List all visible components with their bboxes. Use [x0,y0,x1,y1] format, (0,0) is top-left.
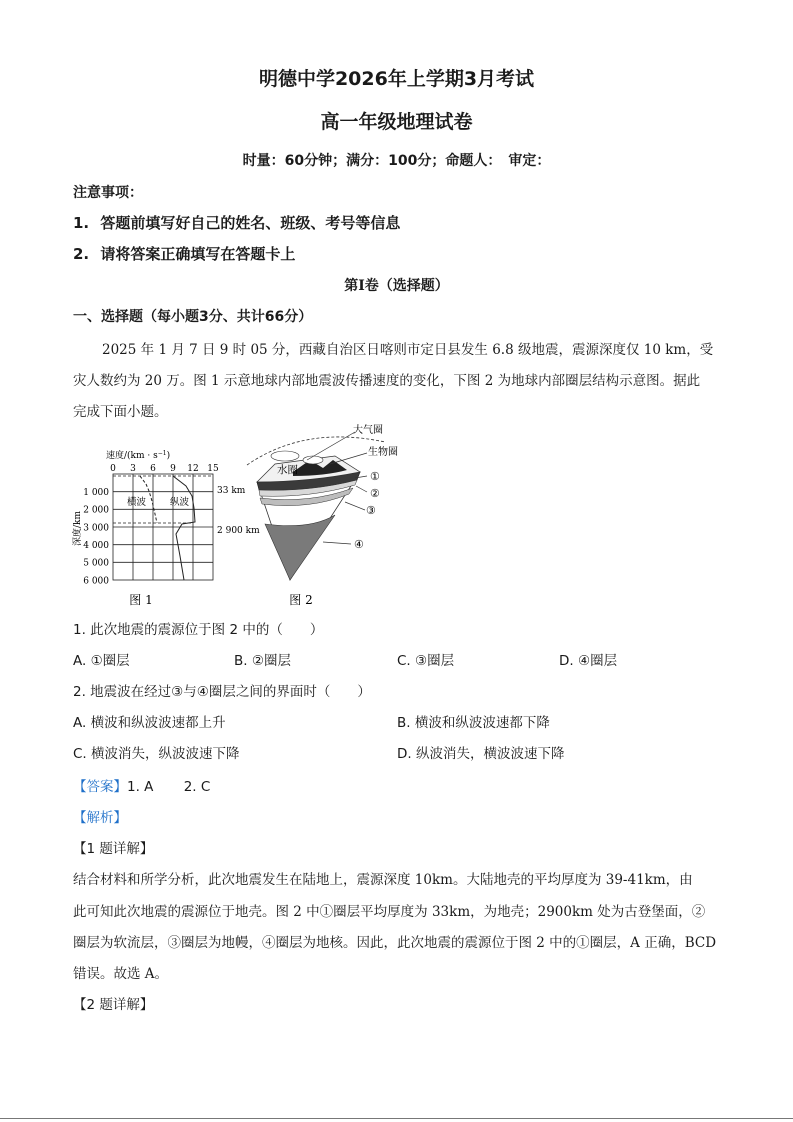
fig2-cloud [303,456,323,464]
figure-1-wave-chart [68,446,228,608]
fig2-label-atmosphere: 大气圈 [353,425,383,436]
answer-line [73,775,210,795]
answer-2: 2. C [183,779,211,795]
passage-line-2: 灾人数约为 20 万。图 1 示意地球内部地震波传播速度的变化，下图 2 为地球内部圈层结构示意图。据此 [73,373,701,389]
fig1-x-tick: 6 [150,464,156,474]
fig1-y-tick: 3 000 [83,523,109,534]
fig1-y-tick: 6 000 [83,576,109,587]
question-1-option-c: C. ③圈层 [397,653,455,669]
analysis-tag: 【解析】 [73,810,127,826]
fig1-grid [113,474,213,580]
question-2-option-d: D. 纵波消失，横波波速下降 [397,746,565,762]
detail-1-line-4: 错误。故选 A。 [73,966,169,982]
section-title: 一、选择题（每小题3分、共计66分） [73,309,313,325]
question-2-option-b: B. 横波和纵波波速都下降 [397,715,550,731]
fig1-y-tick: 1 000 [83,488,109,498]
fig2-marker-4: ④ [354,538,364,551]
fig1-label-p-wave: 纵波 [170,497,190,508]
fig2-label-biosphere: 生物圈 [368,447,398,458]
fig1-y-tick: 2 000 [83,505,109,516]
note-item-2 [73,243,295,264]
fig2-leader-line [307,432,355,460]
detail-1-heading: 【1 题详解】 [73,841,154,857]
answer-1: 1. A [127,779,154,795]
fig2-caption: 图 2 [289,593,313,607]
fig1-axis-title: 速度$/(km \cdot s^{-1})$ [106,450,171,461]
fig1-y-label: 深度/km [73,510,83,546]
fig2-marker-2: ② [370,487,380,500]
detail-1-line-2: 此可知此次地震的震源位于地壳。图 2 中①圈层平均厚度为 33km，为地壳；2900km 处为古登堡面，② [73,904,706,920]
fig1-y-tick: 4 000 [83,541,109,551]
fig1-label-s-wave: 横波 [127,497,147,508]
detail-1-line-3: 圈层为软流层，③圈层为地幔，④圈层为地核。因此，此次地震的震源位于图 2 中的①圈层，A 正确，BCD [73,935,717,951]
question-1-option-d: D. ④圈层 [559,653,618,669]
fig2-marker-1: ① [370,470,380,483]
fig1-x-tick: 3 [130,464,136,474]
passage-line-1: 2025 年 1 月 7 日 9 时 05 分，西藏自治区日喀则市定日县发生 6.8 级地震，震源深度仅 10 km，受 [102,342,714,358]
fig2-leader-line [345,502,365,510]
fig1-x-tick: 0 [110,464,116,474]
fig2-label-2900km: 2 900 km [217,526,260,536]
note-number: 1. [73,214,90,232]
notes-heading: 注意事项： [73,185,143,201]
exam-subtitle: 高一年级地理试卷 [320,111,473,133]
fig1-y-tick: 5 000 [83,558,109,569]
question-1-option-a: A. ①圈层 [73,653,130,669]
passage-line-3: 完成下面小题。 [73,404,168,420]
figure-2-earth-layers [215,420,410,610]
fig2-label-33km: 33 km [217,486,246,496]
answer-tag: 【答案】 [73,779,127,795]
question-2-option-a: A. 横波和纵波波速都上升 [73,715,226,731]
fig2-leader-line [356,486,367,492]
exam-meta: 时量：60分钟；满分：100分；命题人： 审定： [242,153,551,169]
note-item-1 [73,212,400,233]
question-2-stem: 2. 地震波在经过③与④圈层之间的界面时（ ） [73,684,371,700]
fig2-marker-3: ③ [366,504,376,517]
note-number: 2. [73,245,90,263]
fig1-x-tick: 9 [170,464,176,474]
fig1-x-tick: 15 [207,464,219,474]
question-1-stem: 1. 此次地震的震源位于图 2 中的（ ） [73,622,324,638]
detail-2-heading: 【2 题详解】 [73,997,154,1013]
question-1-option-b: B. ②圈层 [234,653,291,669]
note-text: 请将答案正确填写在答题卡上 [100,245,296,263]
fig2-leader-line [323,542,351,544]
exam-title: 明德中学2026年上学期3月考试 [258,68,535,90]
detail-1-line-1: 结合材料和所学分析，此次地震发生在陆地上，震源深度 10km。大陆地壳的平均厚度为 39-41km，由 [73,872,693,888]
fig1-caption: 图 1 [129,593,153,607]
part-title: 第Ⅰ卷（选择题） [344,278,449,294]
question-2-option-c: C. 横波消失，纵波波速下降 [73,746,240,762]
fig1-x-tick: 12 [187,464,199,474]
fig2-label-hydrosphere: 水圈 [277,464,298,476]
fig2-cloud [271,451,299,461]
page-bottom-divider [0,1118,793,1119]
note-text: 答题前填写好自己的姓名、班级、考号等信息 [100,214,401,232]
